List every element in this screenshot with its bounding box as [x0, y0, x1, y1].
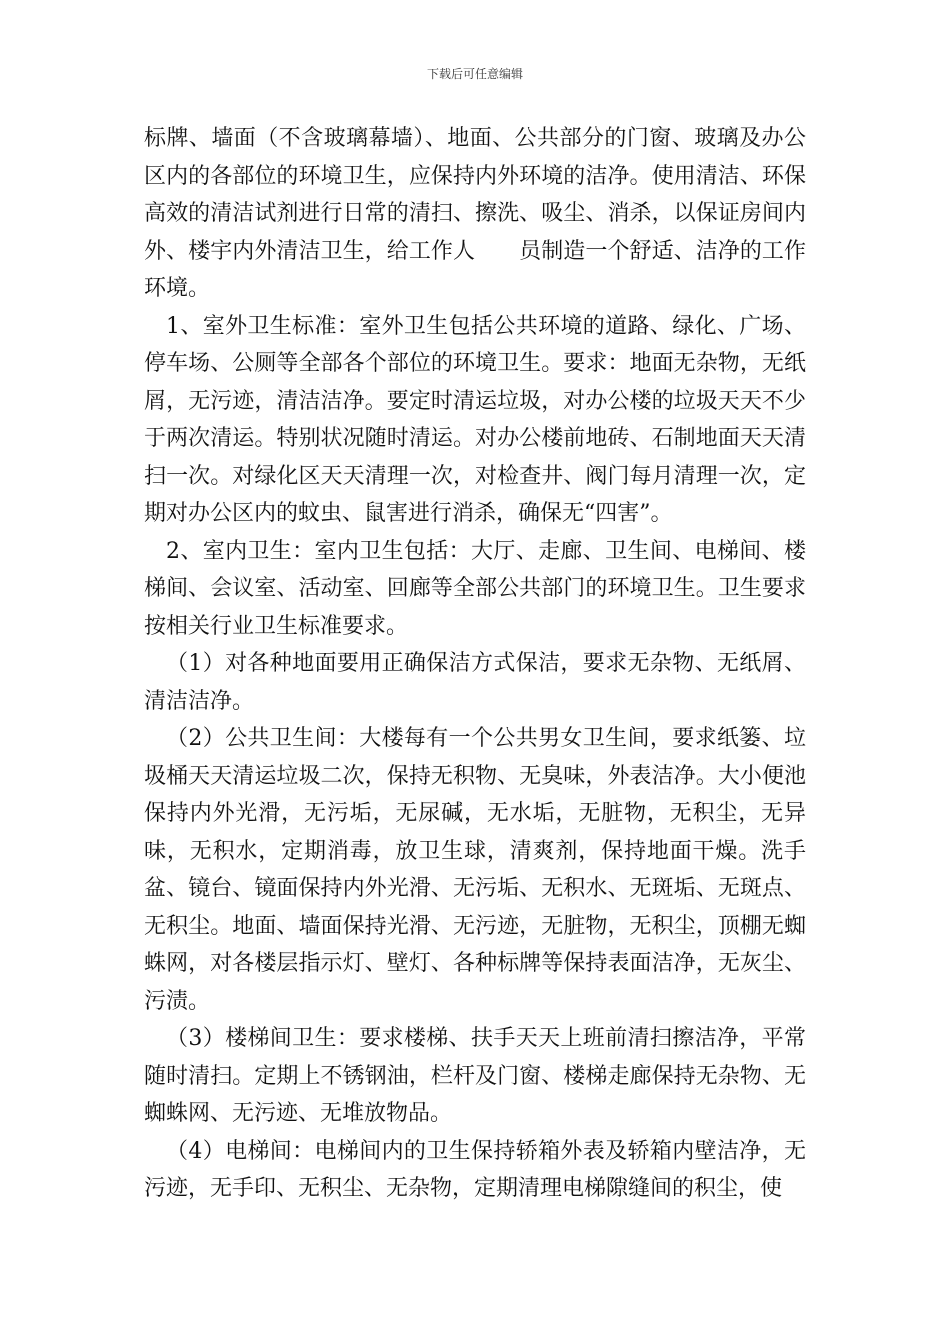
paragraph-outdoor-hygiene: 1、室外卫生标准：室外卫生包括公共环境的道路、绿化、广场、停车场、公厕等全部各个部位的环境卫生。要求：地面无杂物，无纸屑，无污迹，清洁洁净。要定时清运垃圾，对办公楼的垃圾天天不少于两次清运。特别状况随时清运。对办公楼前地砖、石制地面天天清扫一次。对绿化区天天清理一次，对检查井、阀门每月清理一次，定期对办公区内的蚊虫、鼠害进行消杀，确保无“四害”。: [144, 313, 806, 526]
paragraph-elevator: （4）电梯间：电梯间内的卫生保持轿箱外表及轿箱内壁洁净，无污迹，无手印、无积尘、无杂物，定期清理电梯隙缝间的积尘，使: [144, 1138, 806, 1201]
paragraph-indoor-hygiene: 2、室内卫生：室内卫生包括：大厅、走廊、卫生间、电梯间、楼梯间、会议室、活动室、回廊等全部公共部门的环境卫生。卫生要求按相关行业卫生标准要求。: [144, 538, 806, 639]
paragraph-stairwell: （3）楼梯间卫生：要求楼梯、扶手天天上班前清扫擦洁净，平常随时清扫。定期上不锈钢油，栏杆及门窗、楼梯走廊保持无杂物、无蜘蛛网、无污迹、无堆放物品。: [144, 1026, 806, 1126]
document-body: [144, 120, 806, 1208]
paragraph-public-restroom: （2）公共卫生间：大楼每有一个公共男女卫生间，要求纸篓、垃圾桶天天清运垃圾二次，保持无积物、无臭味，外表洁净。大小便池保持内外光滑，无污垢，无尿碱，无水垢，无脏物，无积尘，无异味，无积水，定期消毒，放卫生球，清爽剂，保持地面干燥。洗手盆、镜台、镜面保持内外光滑、无污垢、无积水、无斑垢、无斑点、无积尘。地面、墙面保持光滑、无污迹，无脏物，无积尘，顶棚无蜘蛛网，对各楼层指示灯、壁灯、各种标牌等保持表面洁净，无灰尘、污渍。: [144, 726, 806, 1014]
paragraph-floor-cleaning: （1）对各种地面要用正确保洁方式保洁，要求无杂物、无纸屑、清洁洁净。: [144, 651, 806, 714]
page-header-note: 下载后可任意编辑: [426, 67, 523, 81]
paragraph-intro: 标牌、墙面（不含玻璃幕墙）、地面、公共部分的门窗、玻璃及办公区内的各部位的环境卫生，应保持内外环境的洁净。使用清洁、环保高效的清洁试剂进行日常的清扫、擦洗、吸尘、消杀，以保证房间内外、楼宇内外清洁卫生，给工作人 员制造一个舒适、洁净的工作环境。: [144, 126, 806, 301]
